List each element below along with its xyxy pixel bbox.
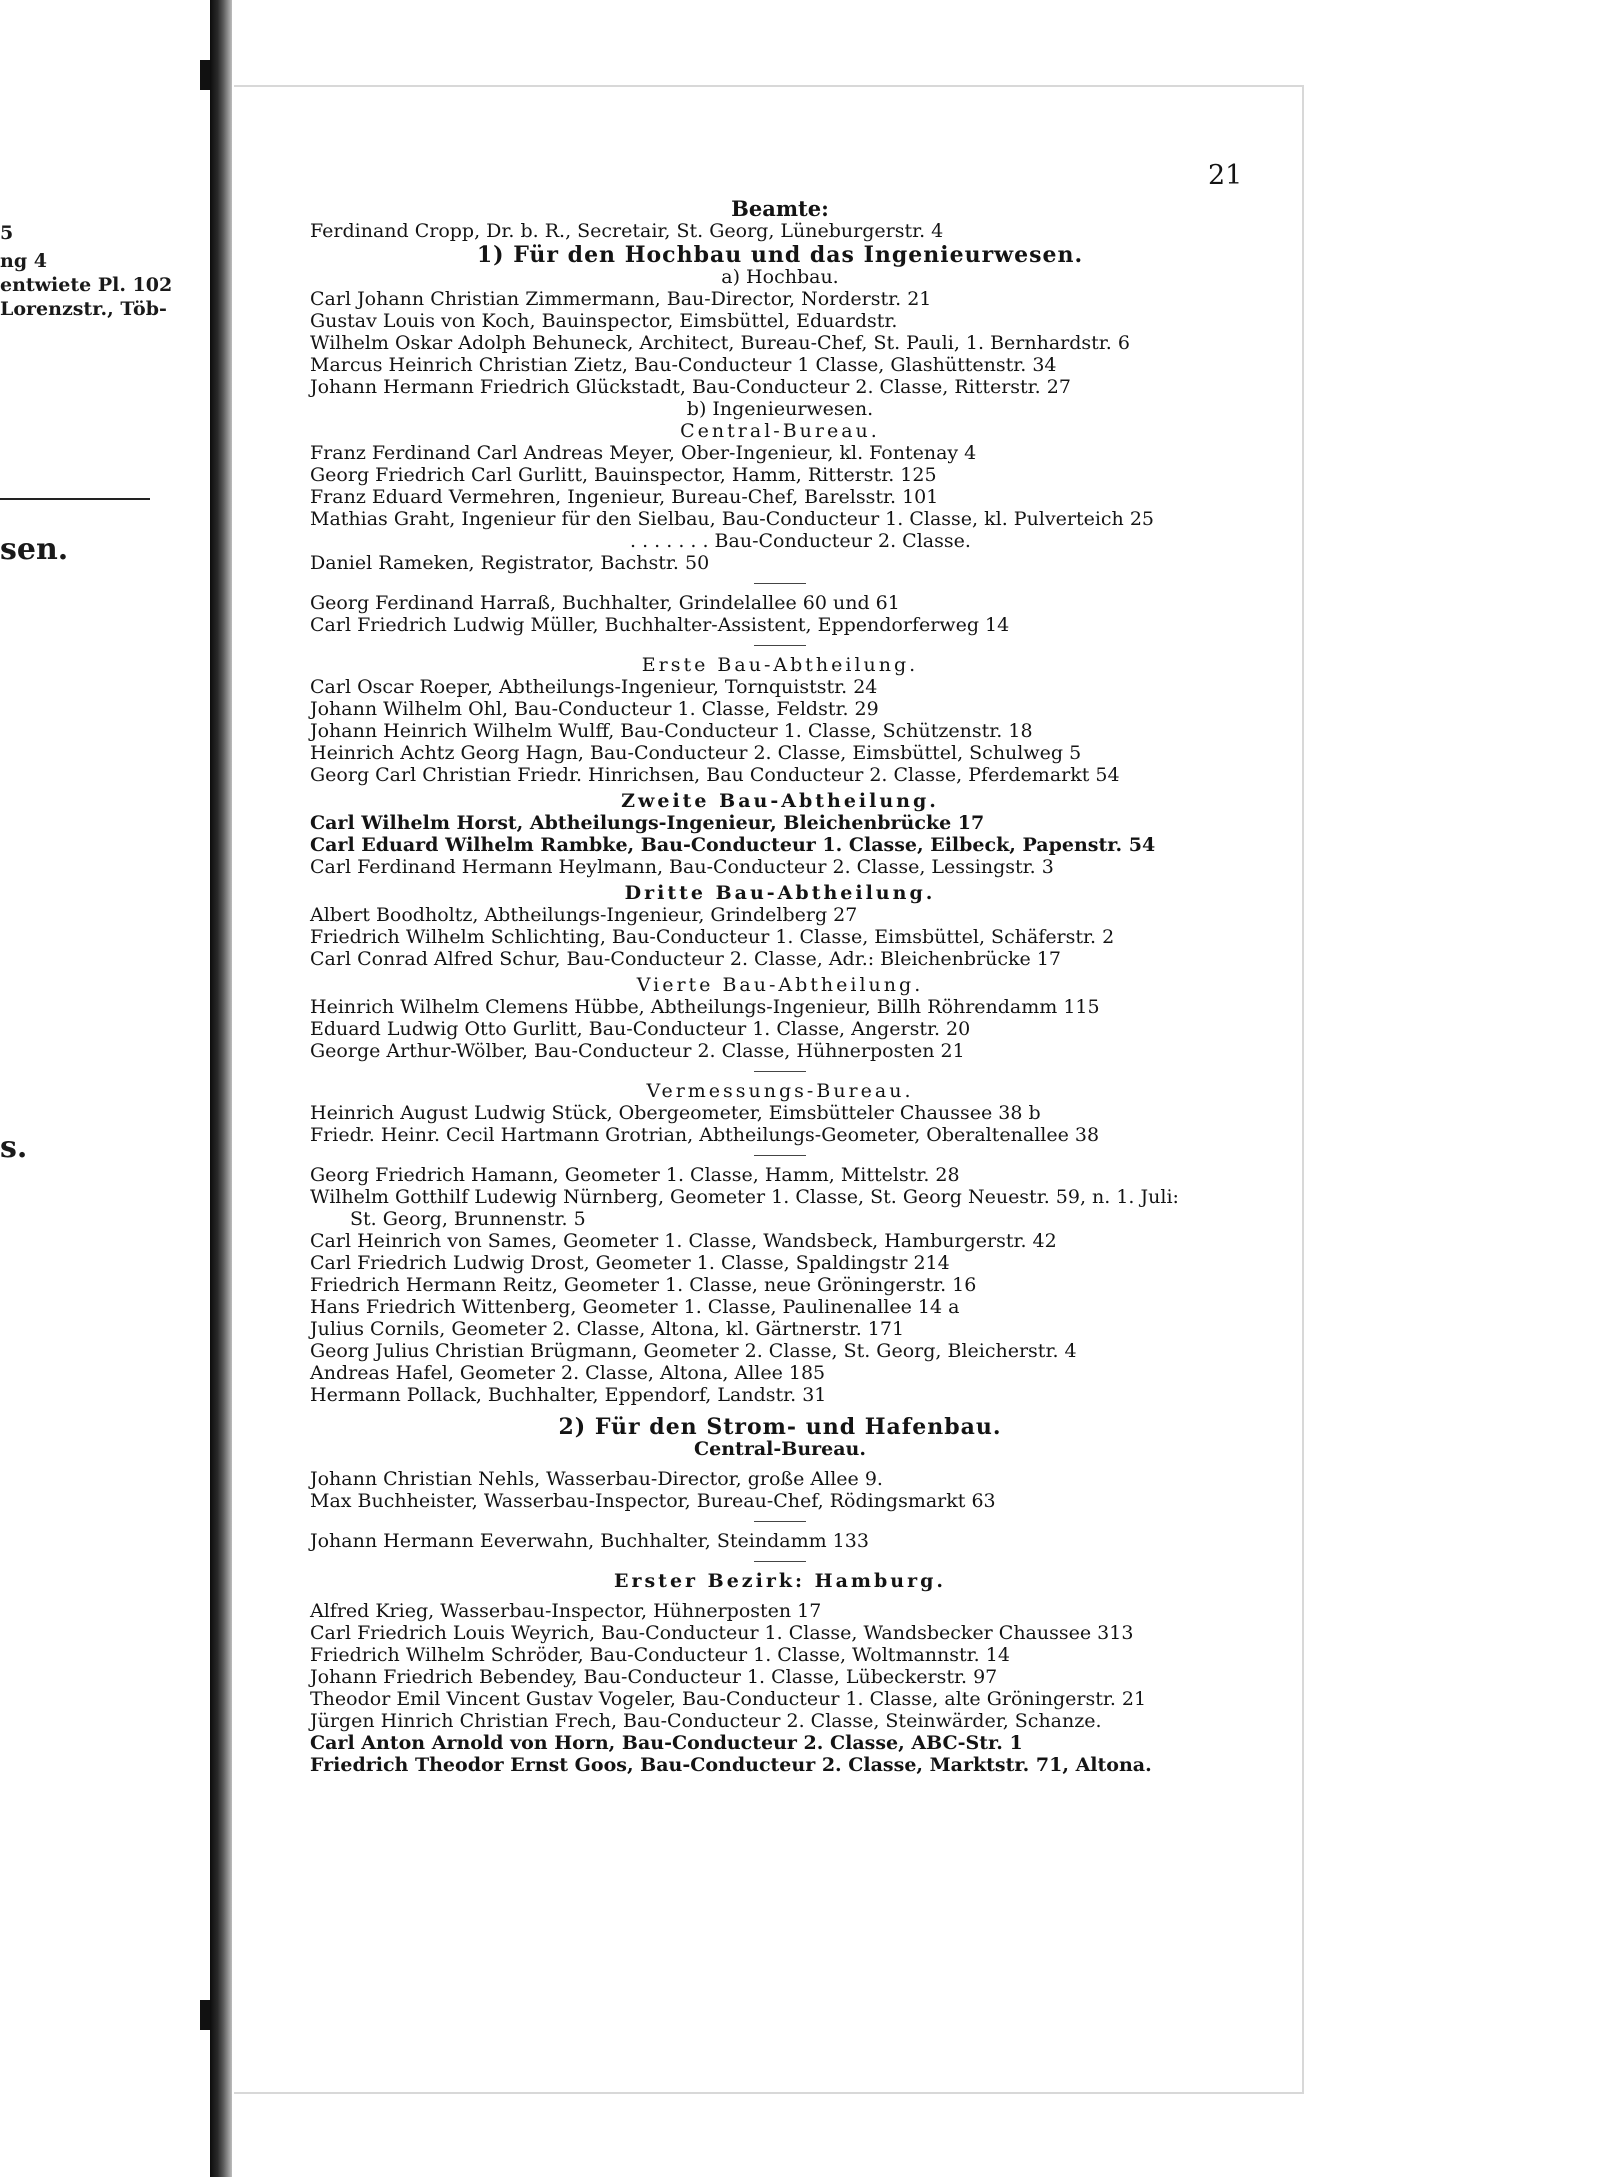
separator (754, 1521, 806, 1522)
section-heading: 2) Für den Strom- und Hafenbau. (558, 1414, 1002, 1440)
list-item: Carl Friedrich Ludwig Müller, Buchhalter-Assistent, Eppendorferweg 14 (310, 614, 1010, 636)
page-number: 21 (1208, 160, 1243, 191)
left-fragment-line: 5 (0, 222, 14, 244)
bureau-heading: Erster Bezirk: Hamburg. (613, 1570, 946, 1592)
bureau-heading: Vermessungs-Bureau. (646, 1080, 914, 1102)
list-item: Wilhelm Gotthilf Ludewig Nürnberg, Geometer 1. Classe, St. Georg Neuestr. 59, n. 1. Juli: (310, 1186, 1179, 1208)
list-item: Johann Hermann Eeverwahn, Buchhalter, Steindamm 133 (310, 1530, 869, 1552)
list-item: Max Buchheister, Wasserbau-Inspector, Bureau-Chef, Rödingsmarkt 63 (310, 1490, 996, 1512)
list-item: Daniel Rameken, Registrator, Bachstr. 50 (310, 552, 710, 574)
bureau-heading: Central-Bureau. (694, 1438, 866, 1460)
list-item: Carl Wilhelm Horst, Abtheilungs-Ingenieur, Bleichenbrücke 17 (310, 812, 985, 834)
list-item: Heinrich Wilhelm Clemens Hübbe, Abtheilungs-Ingenieur, Billh Röhrendamm 115 (310, 996, 1100, 1018)
left-fragment-line: s. (0, 1130, 28, 1165)
list-item: Wilhelm Oskar Adolph Behuneck, Architect, Bureau-Chef, St. Pauli, 1. Bernhardstr. 6 (310, 332, 1130, 354)
list-item: Friedrich Theodor Ernst Goos, Bau-Conducteur 2. Classe, Marktstr. 71, Altona. (310, 1754, 1152, 1776)
gutter-mark (200, 2000, 210, 2030)
list-item: Mathias Graht, Ingenieur für den Sielbau, Bau-Conducteur 1. Classe, kl. Pulverteich 25 (310, 508, 1154, 530)
list-item: Johann Heinrich Wilhelm Wulff, Bau-Conducteur 1. Classe, Schützenstr. 18 (310, 720, 1033, 742)
separator (754, 1561, 806, 1562)
list-item: Georg Friedrich Hamann, Geometer 1. Classe, Hamm, Mittelstr. 28 (310, 1164, 960, 1186)
separator (754, 1155, 806, 1156)
list-item: Johann Friedrich Bebendey, Bau-Conducteur 1. Classe, Lübeckerstr. 97 (310, 1666, 998, 1688)
bureau-heading: Zweite Bau-Abtheilung. (621, 790, 939, 812)
left-page-fragment (0, 0, 205, 2177)
list-item: Julius Cornils, Geometer 2. Classe, Altona, kl. Gärtnerstr. 171 (310, 1318, 905, 1340)
gutter-mark (200, 60, 210, 90)
list-item: Hans Friedrich Wittenberg, Geometer 1. Classe, Paulinenallee 14 a (310, 1296, 960, 1318)
list-item: Gustav Louis von Koch, Bauinspector, Eimsbüttel, Eduardstr. (310, 310, 898, 332)
list-item: Carl Anton Arnold von Horn, Bau-Conducteur 2. Classe, ABC-Str. 1 (310, 1732, 1023, 1754)
list-item: Georg Ferdinand Harraß, Buchhalter, Grindelallee 60 und 61 (310, 592, 900, 614)
list-item: Georg Friedrich Carl Gurlitt, Bauinspector, Hamm, Ritterstr. 125 (310, 464, 937, 486)
list-item: Johann Hermann Friedrich Glückstadt, Bau-Conducteur 2. Classe, Ritterstr. 27 (310, 376, 1071, 398)
beamte-heading: Beamte: (731, 196, 829, 221)
list-item: Carl Conrad Alfred Schur, Bau-Conducteur 2. Classe, Adr.: Bleichenbrücke 17 (310, 948, 1062, 970)
left-fragment-line: sen. (0, 532, 69, 567)
bureau-heading: Vierte Bau-Abtheilung. (636, 974, 924, 996)
list-item: Johann Wilhelm Ohl, Bau-Conducteur 1. Classe, Feldstr. 29 (310, 698, 879, 720)
list-item: Friedrich Wilhelm Schlichting, Bau-Conducteur 1. Classe, Eimsbüttel, Schäferstr. 2 (310, 926, 1115, 948)
list-item: Albert Boodholtz, Abtheilungs-Ingenieur, Grindelberg 27 (310, 904, 858, 926)
list-item: Carl Oscar Roeper, Abtheilungs-Ingenieur, Tornquiststr. 24 (310, 676, 878, 698)
separator (754, 645, 806, 646)
list-item: Heinrich August Ludwig Stück, Obergeometer, Eimsbütteler Chaussee 38 b (310, 1102, 1041, 1124)
left-fragment-line: ng 4 (0, 250, 47, 272)
list-item: Ferdinand Cropp, Dr. b. R., Secretair, St. Georg, Lüneburgerstr. 4 (310, 220, 944, 242)
separator (754, 1071, 806, 1072)
left-rule (0, 498, 150, 500)
left-fragment-line: entwiete Pl. 102 (0, 274, 173, 296)
list-item: Alfred Krieg, Wasserbau-Inspector, Hühnerposten 17 (310, 1600, 822, 1622)
list-item: Friedr. Heinr. Cecil Hartmann Grotrian, Abtheilungs-Geometer, Oberaltenallee 38 (310, 1124, 1100, 1146)
list-item: Andreas Hafel, Geometer 2. Classe, Altona, Allee 185 (310, 1362, 826, 1384)
list-item: Franz Ferdinand Carl Andreas Meyer, Ober-Ingenieur, kl. Fontenay 4 (310, 442, 977, 464)
book-gutter (210, 0, 232, 2177)
list-item: Carl Ferdinand Hermann Heylmann, Bau-Conducteur 2. Classe, Lessingstr. 3 (310, 856, 1054, 878)
list-item: Carl Eduard Wilhelm Rambke, Bau-Conducteur 1. Classe, Eilbeck, Papenstr. 54 (310, 834, 1156, 856)
subsection-heading: b) Ingenieurwesen. (686, 398, 874, 420)
list-item: St. Georg, Brunnenstr. 5 (350, 1208, 586, 1230)
left-fragment-line: Lorenzstr., Töb- (0, 298, 167, 320)
bureau-heading: Central-Bureau. (680, 420, 880, 442)
page-content (310, 198, 1250, 1776)
list-item: Carl Friedrich Louis Weyrich, Bau-Conducteur 1. Classe, Wandsbecker Chaussee 313 (310, 1622, 1134, 1644)
list-item: Jürgen Hinrich Christian Frech, Bau-Conducteur 2. Classe, Steinwärder, Schanze. (310, 1710, 1102, 1732)
list-item: Heinrich Achtz Georg Hagn, Bau-Conducteur 2. Classe, Eimsbüttel, Schulweg 5 (310, 742, 1082, 764)
list-item: Hermann Pollack, Buchhalter, Eppendorf, Landstr. 31 (310, 1384, 827, 1406)
list-item: Georg Julius Christian Brügmann, Geometer 2. Classe, St. Georg, Bleicherstr. 4 (310, 1340, 1077, 1362)
list-item: Eduard Ludwig Otto Gurlitt, Bau-Conducteur 1. Classe, Angerstr. 20 (310, 1018, 971, 1040)
section-heading: 1) Für den Hochbau und das Ingenieurwesen. (476, 242, 1084, 268)
list-item: Theodor Emil Vincent Gustav Vogeler, Bau-Conducteur 1. Classe, alte Gröningerstr. 21 (310, 1688, 1147, 1710)
list-item: Johann Christian Nehls, Wasserbau-Director, große Allee 9. (310, 1468, 883, 1490)
list-item: George Arthur-Wölber, Bau-Conducteur 2. Classe, Hühnerposten 21 (310, 1040, 965, 1062)
list-item: Carl Heinrich von Sames, Geometer 1. Classe, Wandsbeck, Hamburgerstr. 42 (310, 1230, 1057, 1252)
subsection-heading: a) Hochbau. (721, 266, 839, 288)
list-item: . . . . . . . Bau-Conducteur 2. Classe. (630, 530, 971, 552)
separator (754, 583, 806, 584)
bureau-heading: Erste Bau-Abtheilung. (641, 654, 919, 676)
bureau-heading: Dritte Bau-Abtheilung. (624, 882, 936, 904)
list-item: Friedrich Hermann Reitz, Geometer 1. Classe, neue Gröningerstr. 16 (310, 1274, 977, 1296)
list-item: Friedrich Wilhelm Schröder, Bau-Conducteur 1. Classe, Woltmannstr. 14 (310, 1644, 1010, 1666)
list-item: Georg Carl Christian Friedr. Hinrichsen, Bau Conducteur 2. Classe, Pferdemarkt 54 (310, 764, 1120, 786)
list-item: Franz Eduard Vermehren, Ingenieur, Bureau-Chef, Barelsstr. 101 (310, 486, 939, 508)
list-item: Carl Johann Christian Zimmermann, Bau-Director, Norderstr. 21 (310, 288, 932, 310)
list-item: Carl Friedrich Ludwig Drost, Geometer 1. Classe, Spaldingstr 214 (310, 1252, 950, 1274)
list-item: Marcus Heinrich Christian Zietz, Bau-Conducteur 1 Classe, Glashüttenstr. 34 (310, 354, 1057, 376)
